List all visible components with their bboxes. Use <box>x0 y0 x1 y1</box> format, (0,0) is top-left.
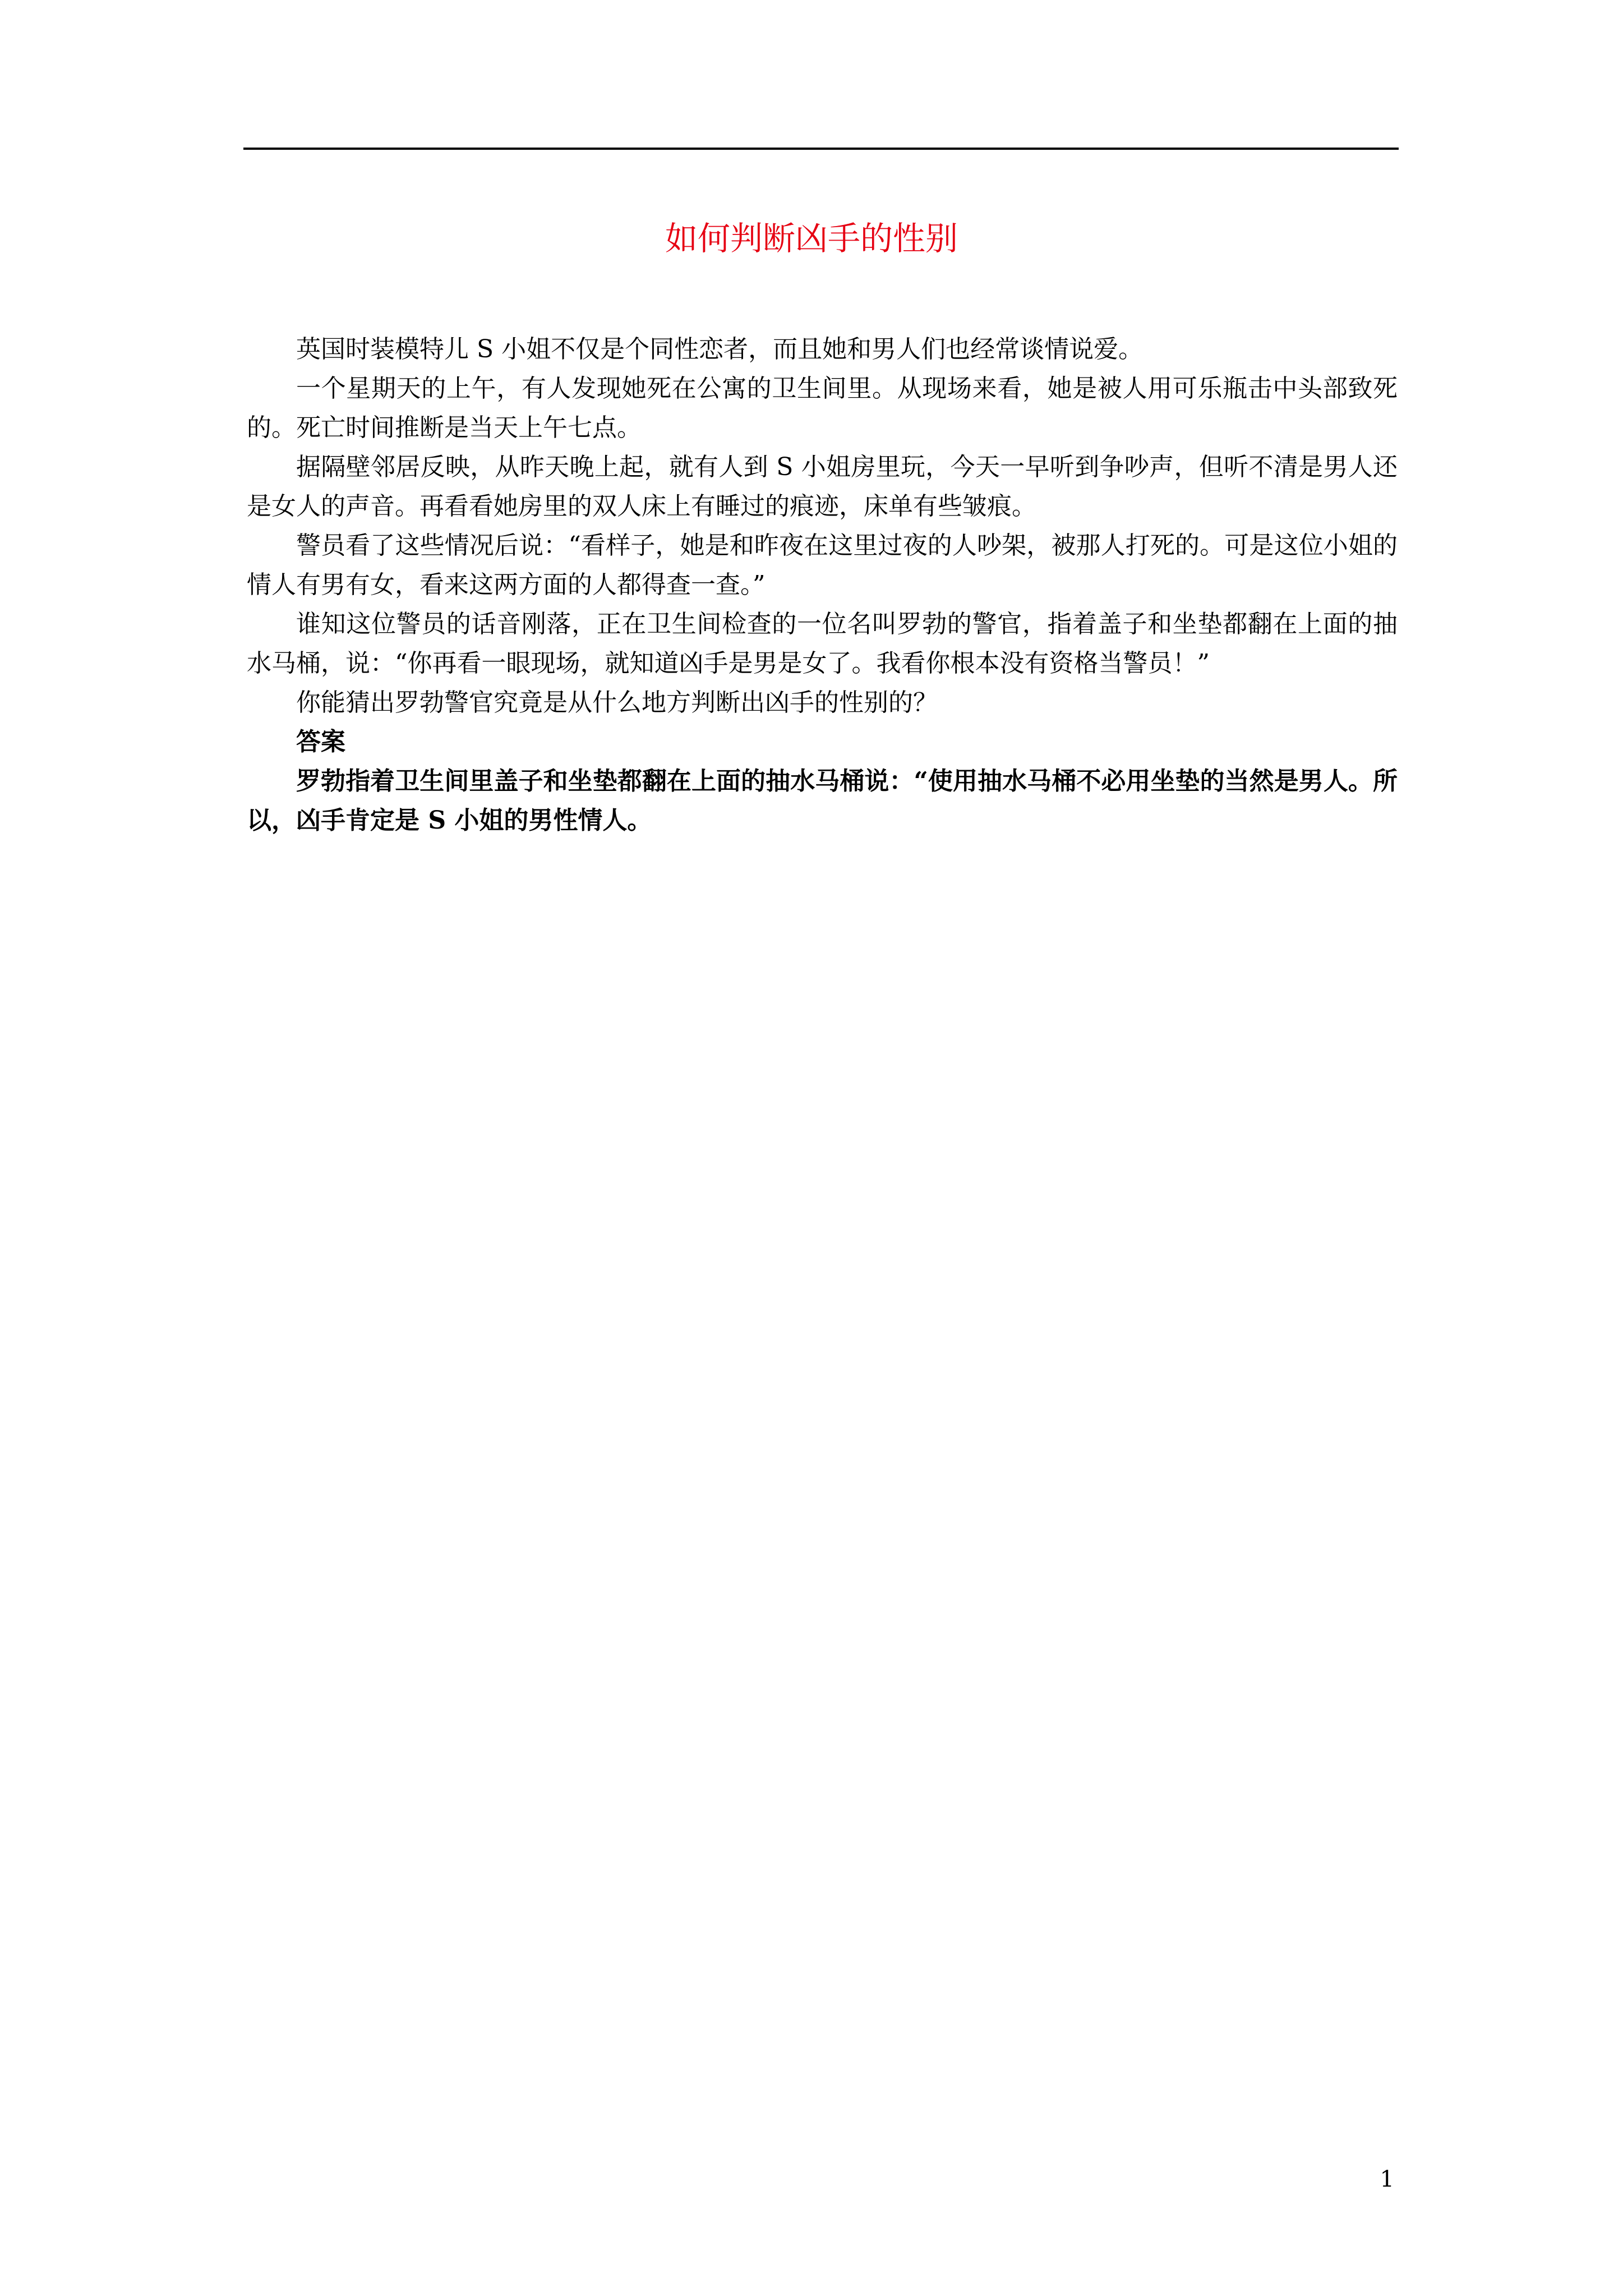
paragraph-2: 一个星期天的上午，有人发现她死在公寓的卫生间里。从现场来看，她是被人用可乐瓶击中头部致死的。死亡时间推断是当天上午七点。 <box>247 374 1398 442</box>
paragraph-1: 英国时装模特儿 S 小姐不仅是个同性恋者，而且她和男人们也经常谈情说爱。 <box>296 335 1144 364</box>
answer-heading: 答案 <box>296 728 345 756</box>
page-number: 1 <box>1380 2166 1394 2192</box>
paragraph-4: 警员看了这些情况后说：“看样子，她是和昨夜在这里过夜的人吵架，被那人打死的。可是这位小姐的情人有男有女，看来这两方面的人都得查一查。” <box>247 531 1398 599</box>
answer-text: 罗勃指着卫生间里盖子和坐垫都翻在上面的抽水马桶说：“使用抽水马桶不必用坐垫的当然是男人。所以，凶手肯定是 S 小姐的男性情人。 <box>247 767 1398 835</box>
question-paragraph: 你能猜出罗勃警官究竟是从什么地方判断出凶手的性别的？ <box>296 688 938 717</box>
paragraph-3: 据隔壁邻居反映，从昨天晚上起，就有人到 S 小姐房里玩，今天一早听到争吵声，但听不清是男人还是女人的声音。再看看她房里的双人床上有睡过的痕迹，床单有些皱痕。 <box>247 453 1398 521</box>
document-body <box>247 330 1398 840</box>
header-rule <box>243 148 1399 150</box>
paragraph-5: 谁知这位警员的话音刚落，正在卫生间检查的一位名叫罗勃的警官，指着盖子和坐垫都翻在上面的抽水马桶，说：“你再看一眼现场，就知道凶手是男是女了。我看你根本没有资格当警员！” <box>247 610 1398 678</box>
page-title: 如何判断凶手的性别 <box>665 219 958 257</box>
